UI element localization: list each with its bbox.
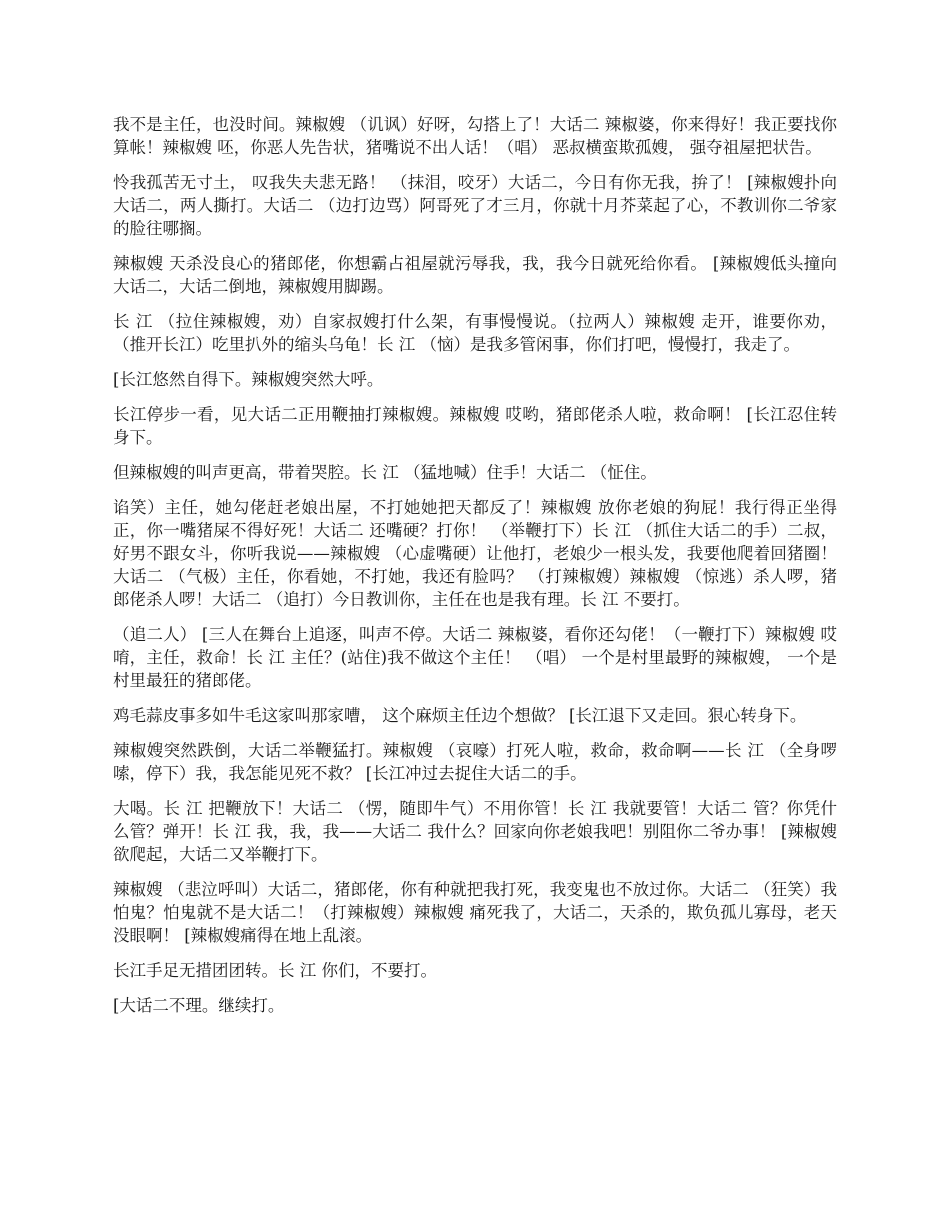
paragraph: 长 江 （拉住辣椒嫂，劝）自家叔嫂打什么架，有事慢慢说。（拉两人）辣椒嫂 走开，谁要你劝，（推开长江）吃里扒外的缩头乌龟！长 江 （恼）是我多管闲事，你们打吧，慢慢打，我走了。 [113,312,837,354]
paragraph: 辣椒嫂 （悲泣呼叫）大话二，猪郎佬，你有种就把我打死，我变鬼也不放过你。大话二 （狂笑）我怕鬼？怕鬼就不是大话二！（打辣椒嫂）辣椒嫂 痛死我了，大话二，天杀的，欺负孤儿寡母，老天没眼啊！ [辣椒嫂痛得在地上乱滚。 [113,880,837,945]
paragraph: （追二人） [三人在舞台上追逐，叫声不停。大话二 辣椒婆，看你还勾佬！（一鞭打下）辣椒嫂 哎唷，主任，救命！长 江 主任？(站住)我不做这个主任！ （唱） 一个是村里最野的辣椒嫂， 一个是村里最狂的猪郎佬。 [113,625,837,690]
paragraph: 我不是主任，也没时间。辣椒嫂 （讥讽）好呀，勾搭上了！大话二 辣椒婆，你来得好！我正要找你算帐！辣椒嫂 呸，你恶人先告状，猪嘴说不出人话！（唱） 恶叔横蛮欺孤嫂， 强夺祖屋把状告。 [113,115,837,157]
paragraph: 辣椒嫂突然跌倒，大话二举鞭猛打。辣椒嫂 （哀嚎）打死人啦，救命，救命啊——长 江 （全身啰嗦，停下）我，我怎能见死不救？ [长江冲过去捉住大话二的手。 [113,741,837,783]
paragraph: 辣椒嫂 天杀没良心的猪郎佬，你想霸占祖屋就污辱我，我，我今日就死给你看。 [辣椒嫂低头撞向大话二，大话二倒地，辣椒嫂用脚踢。 [113,254,837,296]
paragraph: 长江手足无措团团转。长 江 你们，不要打。 [113,961,437,980]
paragraph: 怜我孤苦无寸土， 叹我失夫悲无路！ （抹泪，咬牙）大话二，今日有你无我，拚了！ [辣椒嫂扑向大话二，两人撕打。大话二 （边打边骂）阿哥死了才三月，你就十月芥菜起了心，不教训你二爷家的脸往哪搁。 [113,173,837,238]
paragraph: 大喝。长 江 把鞭放下！大话二 （愣，随即牛气）不用你管！长 江 我就要管！大话二 管？你凭什么管？弹开！长 江 我，我，我——大话二 我什么？回家向你老娘我吧！别阻你二爷办事！ [辣椒嫂欲爬起，大话二又举鞭打下。 [113,799,837,864]
paragraph: 鸡毛蒜皮事多如牛毛这家叫那家嘈， 这个麻烦主任边个想做？ [长江退下又走回。狠心转身下。 [113,706,807,725]
paragraph: 谄笑）主任，她勾佬赶老娘出屋，不打她她把天都反了！辣椒嫂 放你老娘的狗屁！我行得正坐得正，你一嘴猪屎不得好死！大话二 还嘴硬？打你！ （举鞭打下）长 江 （抓住大话二的手）二叔，好男不跟女斗，你听我说——辣椒嫂 （心虚嘴硬）让他打，老娘少一根头发，我要他爬着回猪圈！大话二 （气极）主任，你看她，不打她，我还有脸吗？ （打辣椒嫂）辣椒嫂 （惊逃）杀人啰，猪郎佬杀人啰！大话二 （追打）今日教训你，主任在也是我有理。长 江 不要打。 [113,498,837,609]
paragraph: 长江停步一看，见大话二正用鞭抽打辣椒嫂。辣椒嫂 哎哟，猪郎佬杀人啦，救命啊！ [长江忍住转身下。 [113,405,837,447]
document-body [113,113,837,1029]
paragraph: [大话二不理。继续打。 [113,996,285,1015]
paragraph: [长江悠然自得下。辣椒嫂突然大呼。 [113,370,384,389]
paragraph: 但辣椒嫂的叫声更高，带着哭腔。长 江 （猛地喊）住手！大话二 （怔住。 [113,463,657,482]
